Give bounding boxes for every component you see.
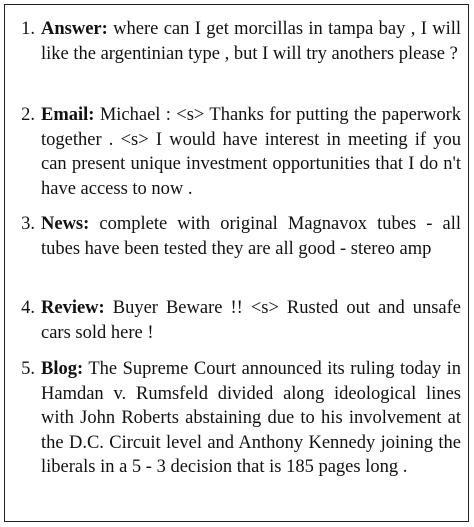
item-label: Email:	[41, 105, 95, 125]
list-item-email	[21, 103, 461, 201]
item-text: where can I get morcillas in tampa bay , I will like the argentinian type , but I will try anothers please ?	[41, 19, 462, 64]
item-text: Michael : <s> Thanks for putting the paperwork together . <s> I would have interest in meeting if you can present unique investment opportunities that I do n't have access to now .	[41, 105, 461, 199]
item-label: Blog:	[41, 359, 84, 379]
examples-box	[4, 4, 469, 522]
list-item-blog	[21, 357, 461, 480]
item-text: Buyer Beware !! <s> Rusted out and unsafe cars sold here !	[41, 298, 462, 343]
item-number: 2.	[21, 105, 35, 125]
item-label: Review:	[41, 298, 105, 318]
list-item-news	[21, 212, 461, 261]
item-number: 5.	[21, 359, 35, 379]
item-label: Answer:	[41, 19, 108, 39]
item-text: The Supreme Court announced its ruling today in Hamdan v. Rumsfeld divided along ideological lines with John Roberts abstaining due to his involvement at the D.C. Circuit level and Anthony Kennedy joining the liberals in a 5 - 3 decision that is 185 pages long .	[41, 359, 461, 477]
item-number: 1.	[21, 19, 35, 39]
list-item-review	[21, 296, 462, 345]
list-item-answer	[21, 17, 462, 66]
item-text: complete with original Magnavox tubes - all tubes have been tested they are all good - stereo amp	[41, 214, 461, 259]
item-label: News:	[41, 214, 90, 234]
item-number: 3.	[21, 214, 35, 234]
item-number: 4.	[21, 298, 35, 318]
